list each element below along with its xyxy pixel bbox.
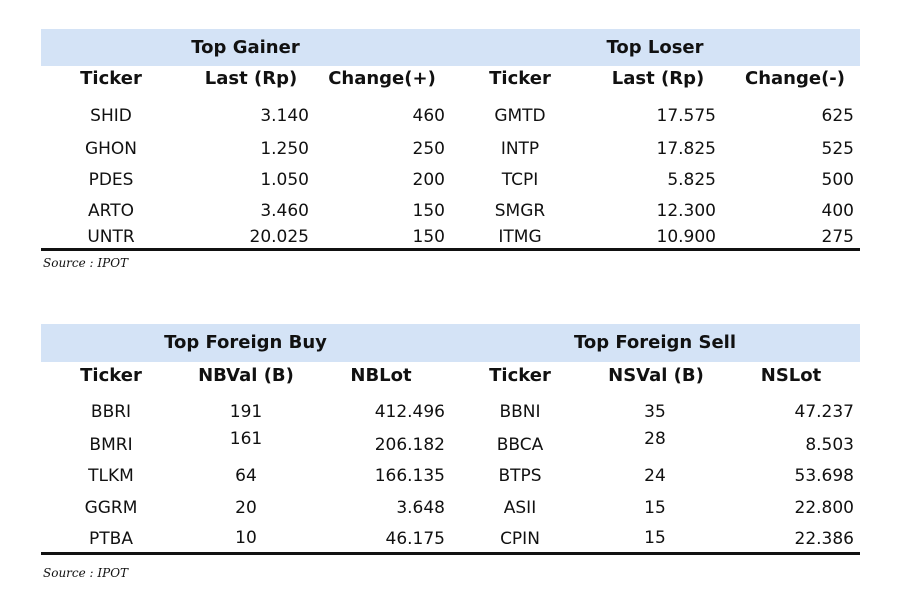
top-foreign-sell-title: Top Foreign Sell (573, 332, 737, 353)
gainer-ticker-header: Ticker (80, 68, 142, 89)
top-gainer-title: Top Gainer (191, 37, 300, 58)
loser-last-cell: 17.825 (656, 139, 716, 159)
gainer-loser-banner (41, 29, 860, 66)
loser-ticker-cell: INTP (500, 139, 540, 159)
top-foreign-buy-title: Top Foreign Buy (164, 332, 327, 353)
gainer-last-cell: 3.460 (260, 201, 309, 221)
sell-ticker-cell: BBCA (496, 435, 544, 455)
loser-last-cell: 5.825 (667, 170, 716, 190)
sell-nslot-cell: 22.800 (794, 498, 854, 518)
top-loser-title: Top Loser (606, 37, 704, 58)
sell-nsval-cell: 15 (644, 528, 666, 548)
gainer-last-cell: 20.025 (249, 227, 309, 247)
gainer-ticker-cell: GHON (84, 139, 138, 159)
sell-ticker-cell: BTPS (498, 466, 542, 486)
gainer-last-cell: 1.250 (260, 139, 309, 159)
buy-nblot-cell: 3.648 (396, 498, 445, 518)
sell-nslot-cell: 53.698 (794, 466, 854, 486)
loser-change-cell: 275 (821, 227, 854, 247)
buy-ticker-cell: PTBA (89, 529, 133, 549)
source-note: Source : IPOT (43, 566, 129, 580)
foreign-flow-table (41, 324, 860, 589)
gainer-change-cell: 150 (412, 227, 445, 247)
gainer-ticker-cell: SHID (90, 106, 132, 126)
gainer-ticker-cell: UNTR (87, 227, 135, 247)
buy-nbval-cell: 191 (229, 402, 263, 422)
sell-nsval-cell: 28 (644, 429, 666, 449)
table-bottom-rule (41, 552, 860, 555)
sell-nsval-cell: 24 (644, 466, 666, 486)
sell-ticker-cell: CPIN (500, 529, 540, 549)
gainer-change-cell: 200 (412, 170, 445, 190)
buy-nbval-cell: 64 (235, 466, 257, 486)
buy-ticker-header: Ticker (80, 365, 142, 386)
loser-ticker-cell: TCPI (501, 170, 539, 190)
sell-ticker-cell: ASII (503, 498, 537, 518)
gainer-change-cell: 460 (412, 106, 445, 126)
buy-ticker-cell: TLKM (88, 466, 134, 486)
loser-ticker-cell: ITMG (498, 227, 542, 247)
gainer-loser-table (41, 29, 860, 279)
buy-nbval-cell: 10 (235, 528, 257, 548)
loser-ticker-cell: SMGR (494, 201, 546, 221)
loser-ticker-cell: GMTD (494, 106, 546, 126)
loser-last-cell: 10.900 (656, 227, 716, 247)
loser-change-header: Change(-) (744, 68, 845, 89)
sell-nslot-cell: 47.237 (794, 402, 854, 422)
buy-ticker-cell: BBRI (90, 402, 132, 422)
loser-change-cell: 625 (821, 106, 854, 126)
buy-nbval-header: NBVal (B) (198, 365, 294, 386)
buy-nbval-cell: 20 (235, 498, 257, 518)
foreign-banner (41, 324, 860, 362)
loser-change-cell: 500 (821, 170, 854, 190)
gainer-last-cell: 1.050 (260, 170, 309, 190)
loser-last-header: Last (Rp) (611, 68, 705, 89)
source-note: Source : IPOT (43, 256, 129, 270)
buy-nblot-cell: 166.135 (374, 466, 445, 486)
loser-ticker-header: Ticker (489, 68, 551, 89)
sell-nsval-cell: 15 (644, 498, 666, 518)
sell-nslot-cell: 22.386 (794, 529, 854, 549)
loser-last-cell: 17.575 (656, 106, 716, 126)
sell-nslot-cell: 8.503 (805, 435, 854, 455)
gainer-change-cell: 150 (412, 201, 445, 221)
buy-ticker-cell: BMRI (89, 435, 133, 455)
buy-nblot-cell: 412.496 (374, 402, 445, 422)
gainer-ticker-cell: ARTO (88, 201, 134, 221)
sell-nsval-header: NSVal (B) (608, 365, 704, 386)
buy-nblot-cell: 206.182 (374, 435, 445, 455)
sell-nslot-header: NSLot (760, 365, 822, 386)
sell-ticker-cell: BBNI (499, 402, 541, 422)
buy-nbval-cell: 161 (229, 429, 263, 449)
sell-nsval-cell: 35 (644, 402, 666, 422)
gainer-last-header: Last (Rp) (204, 68, 298, 89)
gainer-ticker-cell: PDES (88, 170, 134, 190)
gainer-last-cell: 3.140 (260, 106, 309, 126)
loser-change-cell: 525 (821, 139, 854, 159)
loser-change-cell: 400 (821, 201, 854, 221)
buy-nblot-header: NBLot (350, 365, 412, 386)
sell-ticker-header: Ticker (489, 365, 551, 386)
gainer-change-cell: 250 (412, 139, 445, 159)
gainer-change-header: Change(+) (328, 68, 436, 89)
table-bottom-rule (41, 248, 860, 251)
buy-ticker-cell: GGRM (84, 498, 138, 518)
buy-nblot-cell: 46.175 (385, 529, 445, 549)
loser-last-cell: 12.300 (656, 201, 716, 221)
